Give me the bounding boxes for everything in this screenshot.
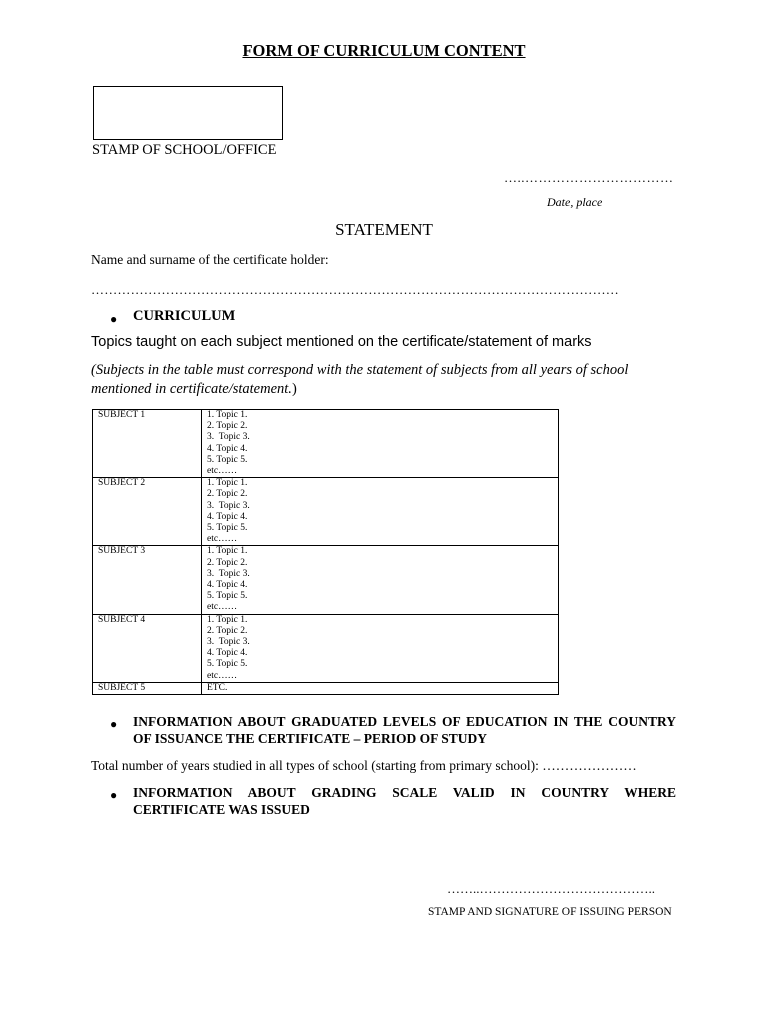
table-row: [93, 546, 559, 614]
page-title: FORM OF CURRICULUM CONTENT: [242, 41, 526, 60]
topic-item: 2. Topic 2.: [207, 557, 248, 568]
topic-item: 3. Topic 3.: [207, 568, 250, 579]
bullet-icon: ●: [110, 312, 118, 326]
topic-item: 3. Topic 3.: [207, 500, 250, 511]
bullet-icon: ●: [110, 717, 118, 731]
table-row: [93, 614, 559, 682]
topics-cell: [202, 478, 559, 546]
table-row: [93, 682, 559, 694]
subjects-note-close: ): [291, 381, 297, 397]
education-levels-heading: INFORMATION ABOUT GRADUATED LEVELS OF EDUCATION IN THE COUNTRY OF ISSUANCE THE CERTIFICATE – PERIOD OF STUDY: [133, 714, 676, 746]
statement-heading: STATEMENT: [335, 220, 433, 239]
topic-item: 4. Topic 4.: [207, 580, 248, 591]
subjects-note: [91, 361, 681, 399]
grading-scale-heading: INFORMATION ABOUT GRADING SCALE VALID IN COUNTRY WHERE CERTIFICATE WAS ISSUED: [133, 785, 676, 817]
topic-item: 2. Topic 2.: [207, 625, 248, 636]
subject-cell: SUBJECT 4: [93, 614, 202, 682]
curriculum-table: [92, 409, 559, 695]
topics-cell: [202, 410, 559, 478]
topic-item: etc……: [207, 602, 238, 613]
subjects-note-italic: (Subjects in the table must correspond with the statement of subjects from all years of school mentioned in certificate/statement.: [91, 362, 629, 397]
subject-cell: SUBJECT 5: [93, 682, 202, 694]
stamp-label: STAMP OF SCHOOL/OFFICE: [92, 142, 277, 158]
topics-cell: [202, 614, 559, 682]
signature-line: ……..…………………………………..: [447, 881, 655, 896]
subject-cell: SUBJECT 2: [93, 478, 202, 546]
topic-item: 1. Topic 1.: [207, 410, 248, 420]
topic-item: etc……: [207, 534, 238, 545]
subject-cell: SUBJECT 3: [93, 546, 202, 614]
topic-item: ETC.: [207, 682, 228, 693]
topic-item: 5. Topic 5.: [207, 523, 248, 534]
topic-item: 4. Topic 4.: [207, 648, 248, 659]
subject-cell: SUBJECT 1: [93, 410, 202, 478]
curriculum-heading: CURRICULUM: [133, 308, 236, 324]
topic-item: 2. Topic 2.: [207, 489, 248, 500]
topic-item: 5. Topic 5.: [207, 659, 248, 670]
topics-cell: [202, 682, 559, 694]
topic-item: 4. Topic 4.: [207, 511, 248, 522]
holder-name-label: Name and surname of the certificate holder:: [91, 252, 329, 267]
years-studied-line: Total number of years studied in all types of school (starting from primary school): …………………: [91, 758, 637, 773]
topic-item: 1. Topic 1.: [207, 546, 248, 557]
topic-item: 1. Topic 1.: [207, 478, 248, 489]
signature-label: STAMP AND SIGNATURE OF ISSUING PERSON: [428, 906, 672, 918]
topics-description: Topics taught on each subject mentioned on the certificate/statement of marks: [91, 334, 592, 350]
holder-name-line: …………………………………………………………………………………………………………: [91, 282, 619, 297]
topics-cell: [202, 546, 559, 614]
topic-item: 3. Topic 3.: [207, 637, 250, 648]
date-place-line: …..……………………………: [504, 170, 674, 185]
table-row: [93, 478, 559, 546]
topic-item: 2. Topic 2.: [207, 421, 248, 432]
topic-item: 5. Topic 5.: [207, 454, 248, 465]
topic-item: etc……: [207, 670, 238, 681]
topic-item: 1. Topic 1.: [207, 614, 248, 625]
topic-item: etc……: [207, 466, 238, 477]
topic-item: 5. Topic 5.: [207, 591, 248, 602]
school-stamp-box: [93, 86, 283, 140]
date-place-label: Date, place: [547, 195, 603, 209]
topic-item: 4. Topic 4.: [207, 443, 248, 454]
table-row: [93, 410, 559, 478]
bullet-icon: ●: [110, 788, 118, 802]
topic-item: 3. Topic 3.: [207, 432, 250, 443]
